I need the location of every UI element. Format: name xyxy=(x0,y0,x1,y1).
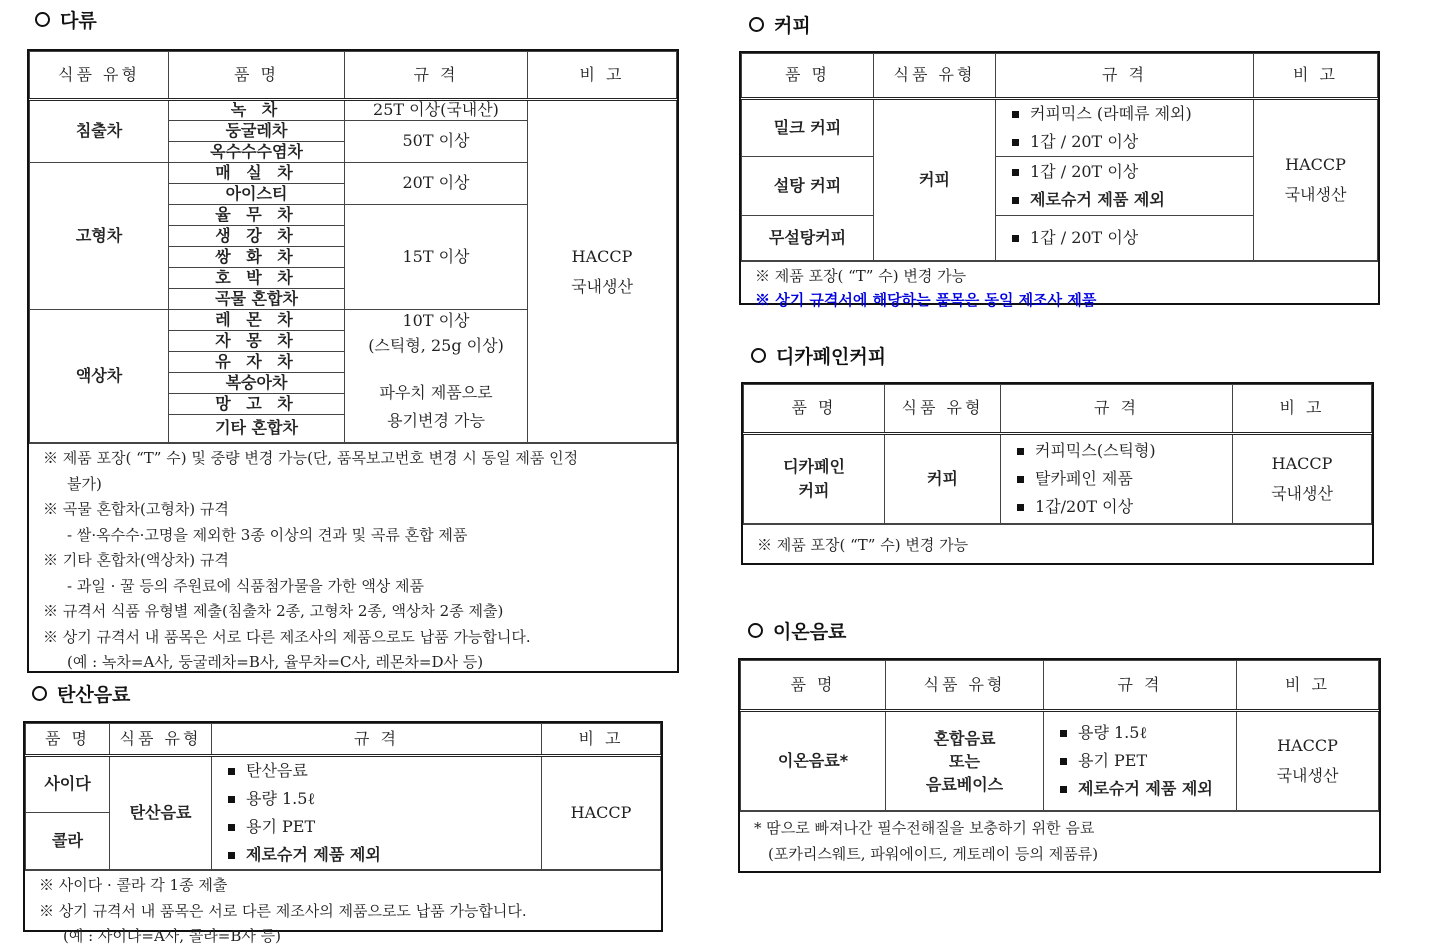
item-name-cell: 이온음료* xyxy=(741,711,886,811)
remark-cell: HACCP xyxy=(542,756,661,870)
remark-cell: HACCP 국내생산 xyxy=(1254,99,1378,261)
section-title-coffee: 커피 xyxy=(749,11,811,38)
item-name-cell: 곡물 혼합차 xyxy=(169,289,345,310)
spec-cell: 50T 이상 xyxy=(345,121,528,163)
remark-cell: HACCP 국내생산 xyxy=(528,100,677,443)
decaf-spec-table xyxy=(741,382,1374,565)
col-header-remark: 비 고 xyxy=(528,52,677,100)
tea-spec-table xyxy=(27,49,679,673)
item-name-cell: 아이스티 xyxy=(169,184,345,205)
col-header-remark: 비 고 xyxy=(1237,661,1379,711)
ion-notes: * 땀으로 빠져나간 필수전해질을 보충하기 위한 음료 (포카리스웨트, 파워에이드, 게토레이 등의 제품류) xyxy=(740,811,1379,867)
food-type-cell: 혼합음료 또는 음료베이스 xyxy=(886,711,1044,811)
circle-bullet-icon xyxy=(749,17,764,32)
col-header-spec: 규 격 xyxy=(996,54,1254,99)
col-header-food-type: 식품 유형 xyxy=(874,54,996,99)
spec-cell: 용량 1.5ℓ 용기 PET 제로슈거 제품 제외 xyxy=(1044,711,1237,811)
item-name-cell: 레 몬 차 xyxy=(169,310,345,331)
food-type-cell: 고형차 xyxy=(30,163,169,310)
food-type-cell: 커피 xyxy=(874,99,996,261)
coffee-spec-table xyxy=(739,51,1380,309)
col-header-spec: 규 격 xyxy=(345,52,528,100)
col-header-food-type: 식품 유형 xyxy=(885,385,1001,434)
soda-notes: ※ 사이다 · 콜라 각 1종 제출 ※ 상기 규격서 내 품목은 서로 다른 제조사의 제품으로도 납품 가능합니다. (예 : 사이다=A사, 콜라=B사 등) xyxy=(25,870,661,950)
item-name-cell: 밀크 커피 xyxy=(742,99,874,157)
col-header-spec: 규 격 xyxy=(212,724,542,756)
item-name-cell: 자 몽 차 xyxy=(169,331,345,352)
item-name-cell: 매 실 차 xyxy=(169,163,345,184)
col-header-item-name: 품 명 xyxy=(741,661,886,711)
item-name-cell: 콜라 xyxy=(26,813,110,870)
ion-spec-table xyxy=(738,658,1381,873)
spec-cell: 25T 이상(국내산) xyxy=(345,100,528,121)
soda-spec-table xyxy=(23,721,663,945)
item-name-cell: 호 박 차 xyxy=(169,268,345,289)
col-header-spec: 규 격 xyxy=(1044,661,1237,711)
col-header-food-type: 식품 유형 xyxy=(30,52,169,100)
item-name-cell: 녹 차 xyxy=(169,100,345,121)
tea-notes: ※ 제품 포장( “T” 수) 및 중량 변경 가능(단, 품목보고번호 변경 시 동일 제품 인정 불가) ※ 곡물 혼합차(고형차) 규격 - 쌀·옥수수·고명을 제외한 3종 이상의 견과 및 곡류 혼합 제품 ※ 기타 혼합차(액상차) 규격 - 과일 · 꿀 등의 주원료에 식품첨가물을 가한 액상 제품 ※ 규격서 식품 유형별 제출(침출차 2종, 고형차 2종, 액상차 2종 제출) ※ 상기 규격서 내 품목은 서로 다른 제조사의 제품으로도 납품 가능합니다. (예 : 녹차=A사, 둥굴레차=B사, 율무차=C사, 레몬차=D사 등) xyxy=(29,443,677,676)
item-name-cell: 복숭아차 xyxy=(169,373,345,394)
food-type-cell: 탄산음료 xyxy=(110,756,212,870)
col-header-spec: 규 격 xyxy=(1001,385,1233,434)
item-name-cell: 무설탕커피 xyxy=(742,216,874,261)
section-title-ion: 이온음료 xyxy=(748,617,846,644)
col-header-item-name: 품 명 xyxy=(169,52,345,100)
item-name-cell: 망 고 차 xyxy=(169,394,345,415)
col-header-item-name: 품 명 xyxy=(26,724,110,756)
spec-cell: 커피믹스(스틱형) 탈카페인 제품 1갑/20T 이상 xyxy=(1001,434,1233,524)
item-name-cell: 둥굴레차 xyxy=(169,121,345,142)
item-name-cell: 설탕 커피 xyxy=(742,157,874,216)
col-header-remark: 비 고 xyxy=(542,724,661,756)
spec-cell: 1갑 / 20T 이상 제로슈거 제품 제외 xyxy=(996,157,1254,216)
item-name-cell: 디카페인 커피 xyxy=(744,434,885,524)
col-header-food-type: 식품 유형 xyxy=(110,724,212,756)
circle-bullet-icon xyxy=(32,686,47,701)
item-name-cell: 옥수수수염차 xyxy=(169,142,345,163)
decaf-notes: ※ 제품 포장( “T” 수) 변경 가능 xyxy=(743,524,1372,559)
item-name-cell: 기타 혼합차 xyxy=(169,415,345,443)
item-name-cell: 사이다 xyxy=(26,756,110,813)
remark-cell: HACCP 국내생산 xyxy=(1233,434,1372,524)
item-name-cell: 생 강 차 xyxy=(169,226,345,247)
section-title-decaf: 디카페인커피 xyxy=(751,342,886,369)
food-type-cell: 커피 xyxy=(885,434,1001,524)
section-title-soda: 탄산음료 xyxy=(32,680,130,707)
col-header-remark: 비 고 xyxy=(1233,385,1372,434)
spec-cell: 커피믹스 (라떼류 제외) 1갑 / 20T 이상 xyxy=(996,99,1254,157)
item-name-cell: 유 자 차 xyxy=(169,352,345,373)
coffee-notes: ※ 제품 포장( “T” 수) 변경 가능 ※ 상기 규격서에 해당하는 품목은 동일 제조사 제품 xyxy=(741,261,1378,312)
col-header-item-name: 품 명 xyxy=(744,385,885,434)
item-name-cell: 쌍 화 차 xyxy=(169,247,345,268)
same-manufacturer-notice: ※ 상기 규격서에 해당하는 품목은 동일 제조사 제품 xyxy=(755,291,1097,309)
circle-bullet-icon xyxy=(751,348,766,363)
circle-bullet-icon xyxy=(748,623,763,638)
food-type-cell: 침출차 xyxy=(30,100,169,163)
section-title-tea: 다류 xyxy=(35,6,97,33)
col-header-food-type: 식품 유형 xyxy=(886,661,1044,711)
spec-cell: 10T 이상 (스틱형, 25g 이상) 파우치 제품으로 용기변경 가능 xyxy=(345,310,528,443)
spec-cell: 1갑 / 20T 이상 xyxy=(996,216,1254,261)
circle-bullet-icon xyxy=(35,12,50,27)
food-type-cell: 액상차 xyxy=(30,310,169,443)
remark-cell: HACCP 국내생산 xyxy=(1237,711,1379,811)
col-header-item-name: 품 명 xyxy=(742,54,874,99)
spec-cell: 20T 이상 xyxy=(345,163,528,205)
spec-cell: 15T 이상 xyxy=(345,205,528,310)
spec-cell: 탄산음료 용량 1.5ℓ 용기 PET 제로슈거 제품 제외 xyxy=(212,756,542,870)
item-name-cell: 율 무 차 xyxy=(169,205,345,226)
col-header-remark: 비 고 xyxy=(1254,54,1378,99)
